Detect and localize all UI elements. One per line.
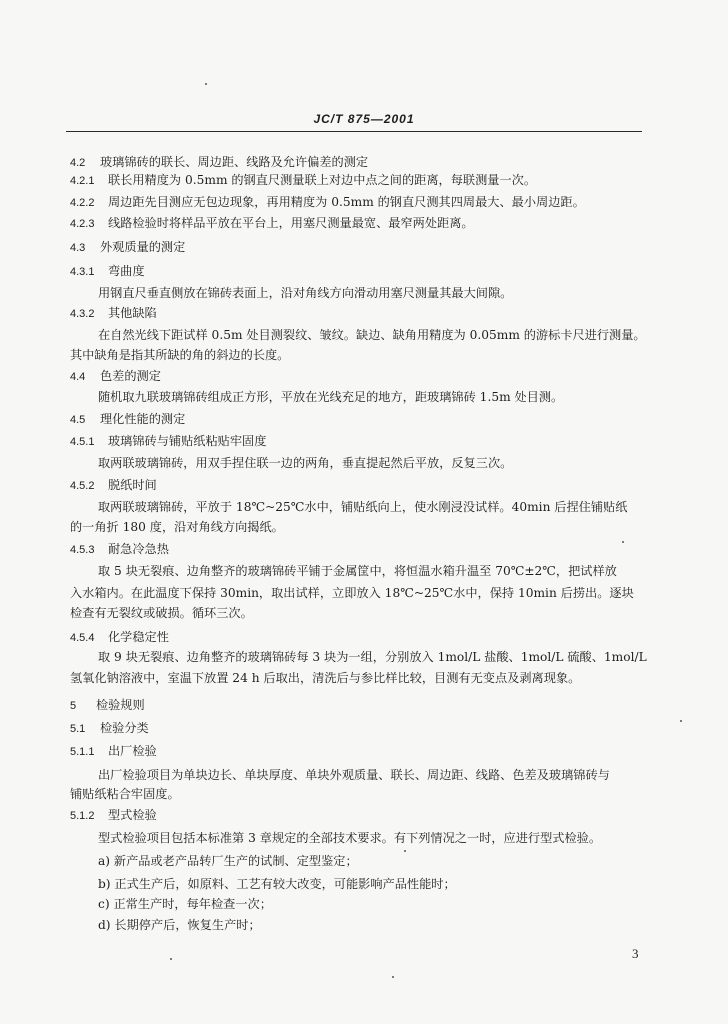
section-title: 周边距先目测应无包边现象，再用精度为 0.5mm 的钢直尺测其四周最大、最小周边距。 — [108, 195, 585, 209]
line-text: 用钢直尺垂直侧放在锦砖表面上，沿对角线方向滑动用塞尺测量其最大间隙。 — [98, 286, 513, 300]
section-heading — [70, 368, 650, 385]
line-text: 取两联玻璃锦砖，平放于 18℃~25℃水中，铺贴纸向上，使水刚浸没试样。40min 后捏住铺贴纸 — [98, 500, 628, 514]
section-heading — [70, 807, 650, 824]
line-text: b) 正式生产后，如原料、工艺有较大改变，可能影响产品性能时； — [98, 877, 456, 891]
section-title: 耐急冷急热 — [108, 542, 169, 556]
paragraph-line — [98, 563, 678, 579]
section-heading — [70, 541, 650, 558]
section-number: 4.3.2 — [70, 308, 95, 320]
section-title: 出厂检验 — [108, 744, 157, 758]
paragraph-line — [70, 670, 650, 686]
line-text: 取 9 块无裂痕、边角整齐的玻璃锦砖每 3 块为一组，分别放入 1mol/L 盐酸、1mol/L 硫酸、1mol/L — [98, 650, 647, 664]
section-title: 外观质量的测定 — [100, 240, 186, 254]
line-text: 检查有无裂纹或破损。循环三次。 — [70, 606, 253, 620]
section-title: 玻璃锦砖与铺贴纸粘贴牢固度 — [108, 434, 267, 448]
section-number: 4.2.3 — [70, 218, 95, 230]
section-number: 5.1.1 — [70, 746, 95, 758]
section-number: 5 — [70, 700, 77, 712]
section-number: 4.2.1 — [70, 175, 95, 187]
section-heading — [70, 263, 650, 280]
scan-speck — [680, 720, 682, 722]
paragraph-line — [70, 347, 650, 363]
section-number: 4.2.2 — [70, 197, 95, 209]
paragraph-line — [98, 285, 678, 301]
section-heading — [70, 743, 650, 760]
section-heading — [70, 433, 650, 450]
paragraph-line — [98, 455, 678, 471]
section-number: 5.1 — [70, 723, 86, 735]
section-title: 线路检验时将样品平放在平台上，用塞尺测量最宽、最窄两处距离。 — [108, 216, 474, 230]
section-number: 4.5.3 — [70, 544, 95, 556]
line-text: 铺贴纸粘合牢固度。 — [70, 787, 180, 801]
section-heading — [70, 215, 650, 232]
section-title: 理化性能的测定 — [100, 412, 186, 426]
scan-speck — [404, 850, 406, 852]
paragraph-line — [98, 830, 678, 846]
section-title: 玻璃锦砖的联长、周边距、线路及允许偏差的测定 — [100, 155, 369, 169]
line-text: c) 正常生产时，每年检查一次； — [98, 897, 272, 911]
section-title: 色差的测定 — [100, 369, 161, 383]
list-item — [98, 853, 678, 869]
paragraph-line — [98, 767, 678, 783]
list-item — [98, 896, 678, 912]
line-text: 随机取九联玻璃锦砖组成正方形，平放在光线充足的地方，距玻璃锦砖 1.5m 处目测。 — [98, 390, 564, 404]
list-item — [98, 876, 678, 892]
page-number: 3 — [632, 946, 639, 961]
paragraph-line — [70, 605, 650, 621]
section-heading — [70, 172, 650, 189]
section-heading — [70, 411, 650, 428]
paragraph-line — [70, 786, 650, 802]
line-text: a) 新产品或老产品转厂生产的试制、定型鉴定； — [98, 854, 358, 868]
section-number: 4.5.1 — [70, 436, 95, 448]
scan-speck — [392, 976, 394, 978]
line-text: 入水箱内。在此温度下保持 30min，取出试样，立即放入 18℃~25℃水中，保持 10min 后捞出。逐块 — [70, 586, 634, 600]
line-text: 型式检验项目包括本标准第 3 章规定的全部技术要求。有下列情况之一时，应进行型式检验。 — [98, 831, 602, 845]
scan-speck — [170, 958, 172, 960]
paragraph-line — [98, 389, 678, 405]
header-rule — [66, 131, 642, 132]
section-title: 化学稳定性 — [108, 630, 169, 644]
line-text: 在自然光线下距试样 0.5m 处目测裂纹、皱纹。缺边、缺角用精度为 0.05mm 的游标卡尺进行测量。 — [98, 328, 646, 342]
line-text: 的一角折 180 度，沿对角线方向揭纸。 — [70, 520, 284, 534]
section-title: 其他缺陷 — [108, 306, 157, 320]
paragraph-line — [70, 585, 650, 601]
section-number: 4.3.1 — [70, 266, 95, 278]
section-heading — [70, 154, 650, 171]
scan-speck — [622, 541, 624, 543]
paragraph-line — [98, 499, 678, 515]
line-text: 出厂检验项目为单块边长、单块厚度、单块外观质量、联长、周边距、线路、色差及玻璃锦砖与 — [98, 768, 610, 782]
list-item — [98, 917, 678, 933]
section-title: 脱纸时间 — [108, 478, 157, 492]
section-heading — [70, 305, 650, 322]
section-heading — [70, 629, 650, 646]
section-heading — [70, 697, 650, 714]
line-text: 取两联玻璃锦砖，用双手捏住联一边的两角，垂直提起然后平放，反复三次。 — [98, 456, 513, 470]
section-title: 检验分类 — [100, 721, 149, 735]
section-number: 5.1.2 — [70, 810, 95, 822]
paragraph-line — [98, 327, 678, 343]
section-heading — [70, 194, 650, 211]
section-number: 4.5.2 — [70, 480, 95, 492]
standard-code-header: JC/T 875—2001 — [313, 112, 415, 126]
section-title: 检验规则 — [96, 698, 145, 712]
paragraph-line — [98, 649, 678, 665]
line-text: 其中缺角是指其所缺的角的斜边的长度。 — [70, 348, 290, 362]
section-number: 4.4 — [70, 371, 86, 383]
section-title: 弯曲度 — [108, 264, 145, 278]
section-title: 联长用精度为 0.5mm 的钢直尺测量联上对边中点之间的距离，每联测量一次。 — [108, 173, 537, 187]
section-number: 4.2 — [70, 157, 86, 169]
line-text: 氢氧化钠溶液中，室温下放置 24 h 后取出，清洗后与参比样比较，目测有无变点及剥离现象。 — [70, 671, 581, 685]
section-number: 4.5.4 — [70, 632, 95, 644]
paragraph-line — [70, 519, 650, 535]
section-heading — [70, 720, 650, 737]
section-heading — [70, 477, 650, 494]
section-number: 4.3 — [70, 242, 86, 254]
section-number: 4.5 — [70, 414, 86, 426]
line-text: d) 长期停产后，恢复生产时； — [98, 918, 261, 932]
scan-speck — [205, 83, 207, 85]
section-title: 型式检验 — [108, 808, 157, 822]
line-text: 取 5 块无裂痕、边角整齐的玻璃锦砖平铺于金属筐中，将恒温水箱升温至 70℃±2℃，把试样放 — [98, 564, 617, 578]
section-heading — [70, 239, 650, 256]
